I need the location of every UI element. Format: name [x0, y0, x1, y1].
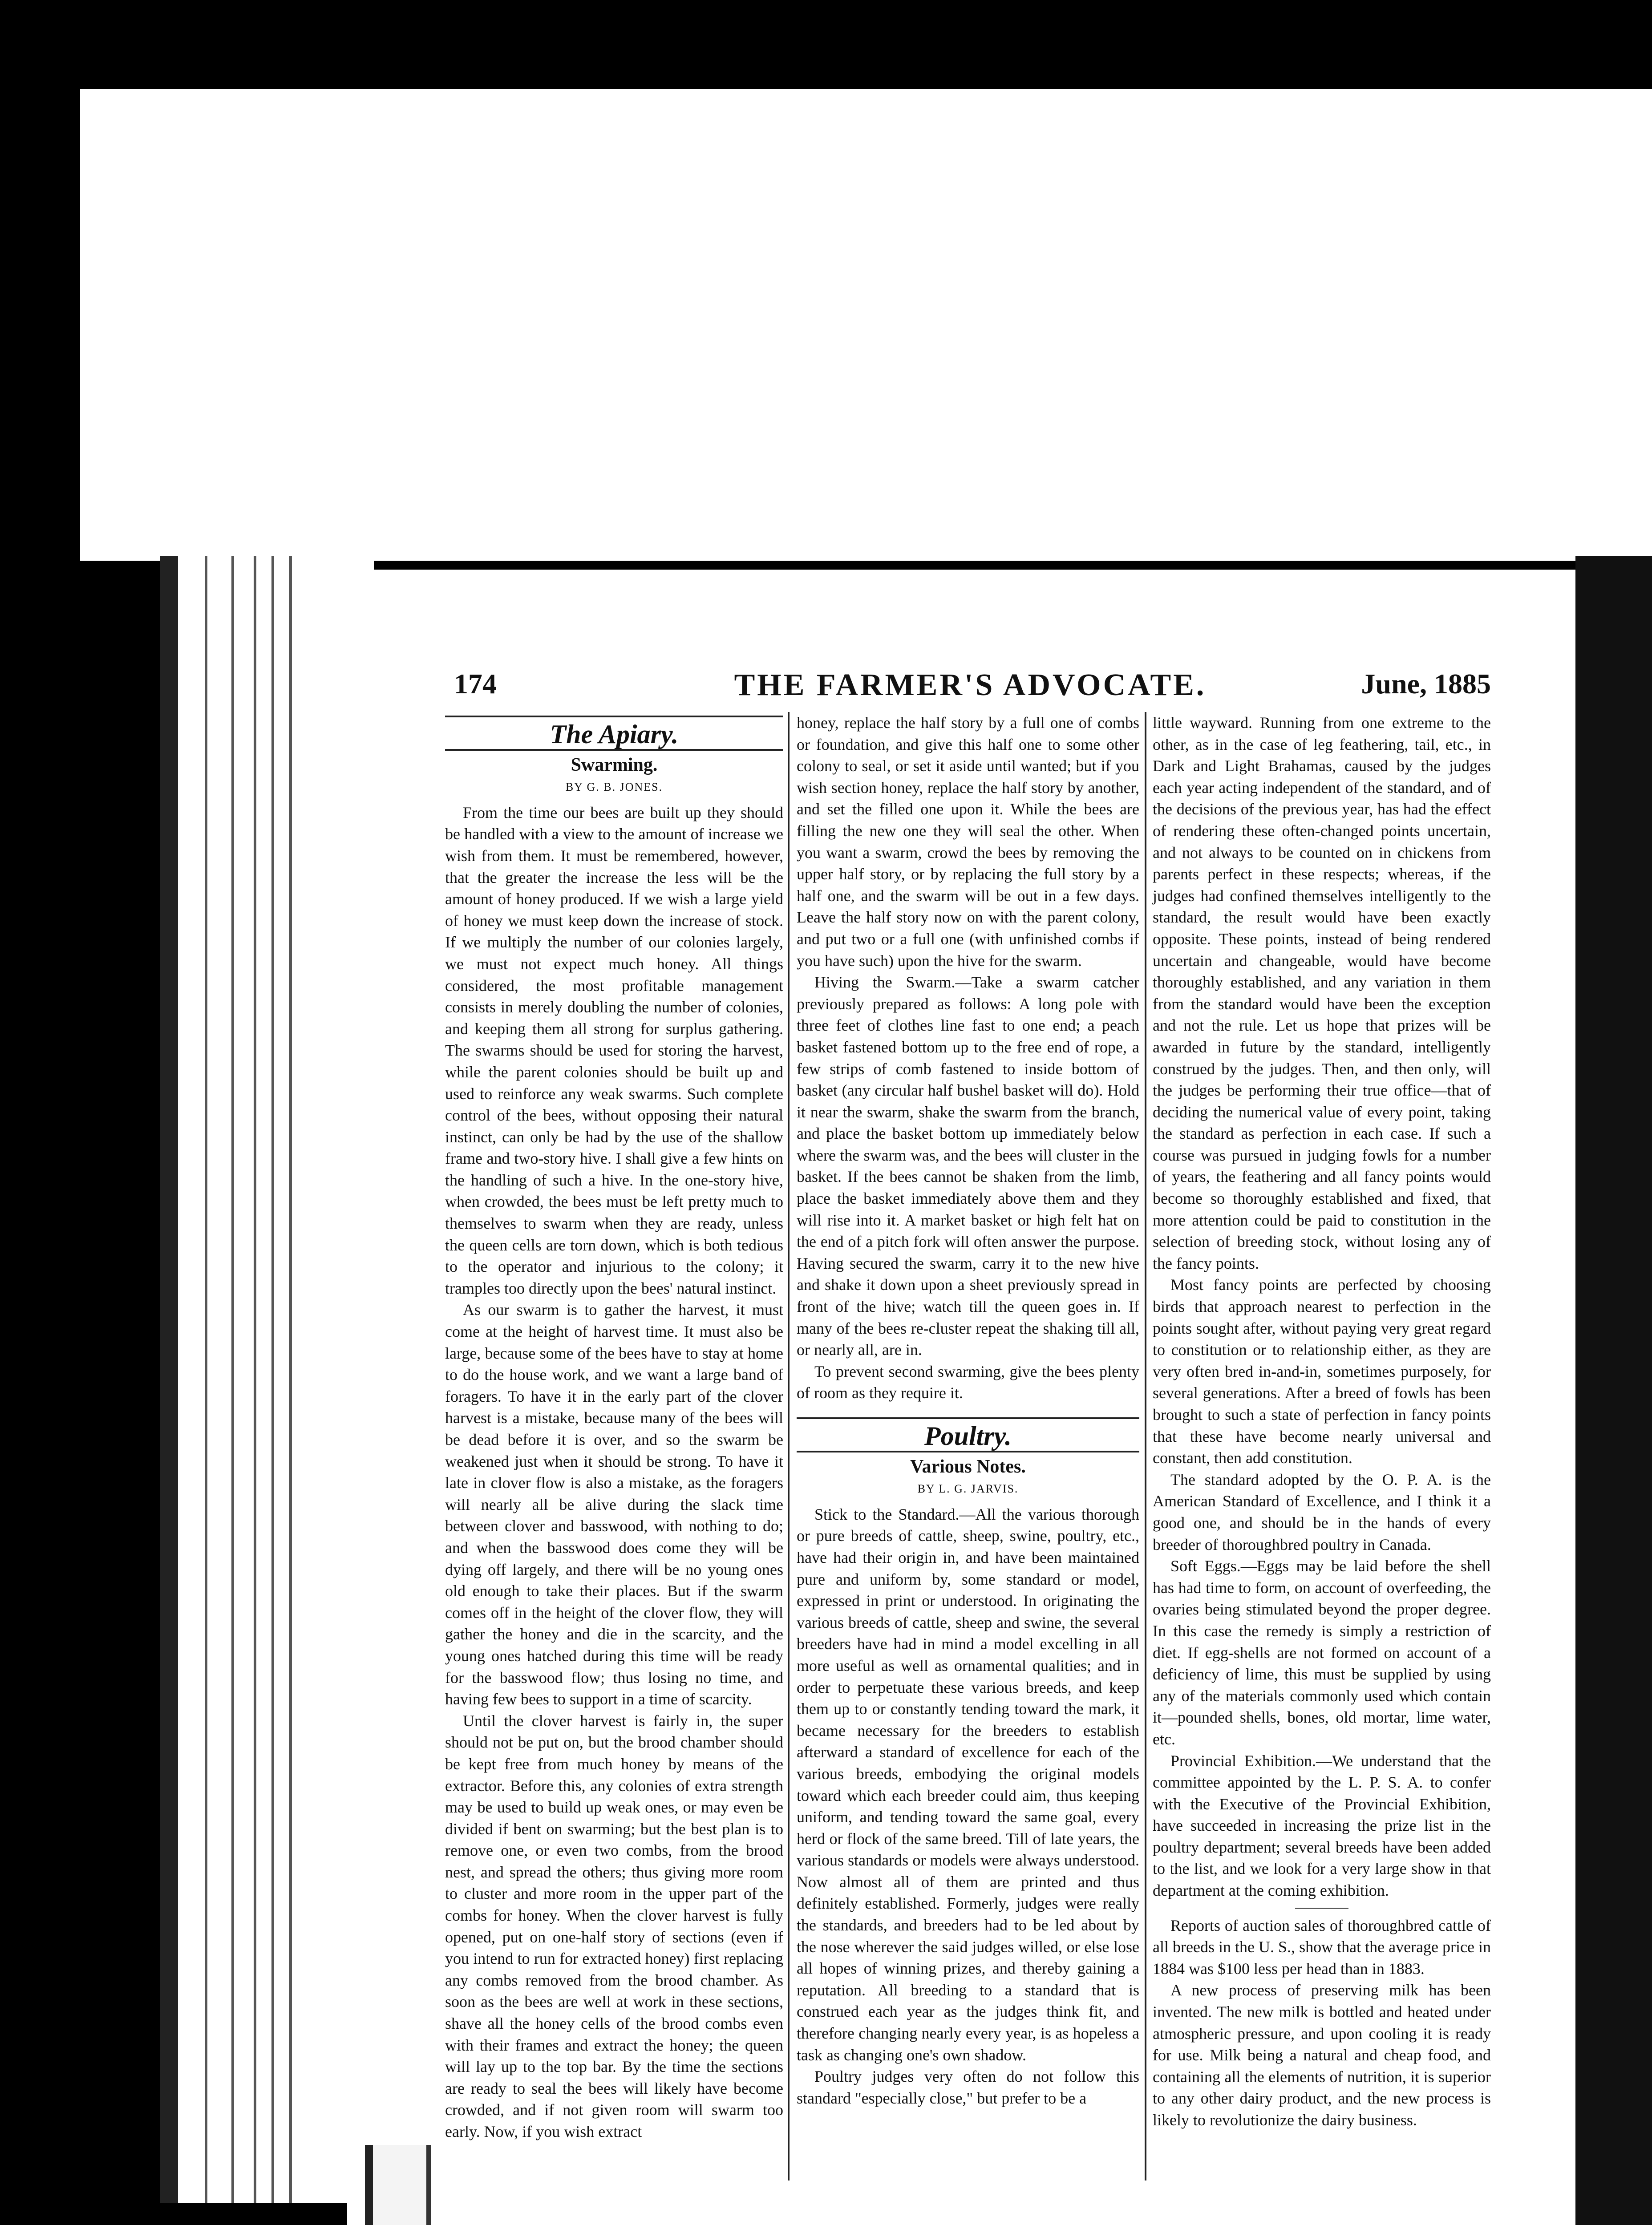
paragraph: To prevent second swarming, give the bees plenty of room as they require it.: [797, 1362, 1139, 1402]
masthead: THE FARMER'S ADVOCATE.: [734, 668, 1207, 702]
section-title-poultry: Poultry.: [924, 1421, 1012, 1451]
scan-border-right: [1575, 556, 1652, 2225]
paragraph: As our swarm is to gather the harvest, it must come at the height of harvest time. It must also be large, because some of the bees have to stay at home to do the house work, and we want a large band of foragers. To have it in the early part of the clover harvest is a mistake, because many of the bees will be dead before it is over, and so the swarm be weakened just when it should be strong. To have it late in clover flow is also a mistake, as the foragers will nearly all be alive during the slack time between clover and basswood, with nothing to do; and when the basswood does come they will be dying off largely, and there will be no young ones old enough to take their places. But if the swarm comes off in the height of the clover flow, they will gather the honey and die in the scarcity, and the young ones hatched during this time will be ready for the basswood flow; thus losing no time, and having few bees to support in a time of scarcity.: [445, 1301, 783, 1708]
article-title: Various Notes.: [910, 1456, 1026, 1477]
paragraph: Provincial Exhibition.—We understand that the committee appointed by the L. P. S. A. to confer with the Executive of the Provincial Exhibition, have succeeded in increasing the prize list in the poultry department; several breeds have been added to the list, and we look for a very large show in that department at the coming exhibition.: [1153, 1752, 1491, 1900]
paragraph: Reports of auction sales of thoroughbred cattle of all breeds in the U. S., show that the average price in 1884 was $100 less per head than in 1883.: [1153, 1916, 1491, 1978]
paragraph: A new process of preserving milk has been invented. The new milk is bottled and heated under atmospheric pressure, and upon cooling it is ready for use. Milk being a natural and cheap food, and containing all the elements of nutrition, it is superior to any other dairy product, and the new process is likely to revolutionize the dairy business.: [1153, 1981, 1491, 2129]
scan-background-top: [80, 89, 1652, 561]
column-divider: [1145, 712, 1146, 2180]
paragraph: honey, replace the half story by a full one of combs or foundation, and give this half one to some other colony to seal, or set it aside until wanted; but if you wish section honey, replace the half story by another, and set the filled one upon it. While the bees are filling the new one they will seal the other. When you want a swarm, crowd the bees by removing the upper half story, or by replacing the full story by a half one, and the swarm will be out in a few days. Leave the half story now on with the parent colony, and put two or a full one (with unfinished combs if you have such) upon the hive for the swarm.: [797, 714, 1139, 970]
paragraph: Poultry judges very often do not follow this standard "especially close," but prefer to be a: [797, 2067, 1139, 2107]
article-title: Swarming.: [571, 754, 658, 775]
byline: BY G. B. JONES.: [565, 781, 663, 794]
separator: [1295, 1908, 1348, 1909]
paragraph: Until the clover harvest is fairly in, the super should not be put on, but the brood chamber should be kept free from much honey by means of the extractor. Before this, any colonies of extra strength may be used to build up weak ones, or may even be divided if bent on swarming; but the best plan is to remove one, or even two combs, from the brood nest, and spread the others; thus giving more room to cluster and more room in the upper part of the combs for honey. When the clover harvest is fully opened, put on one-half story of sections (even if you intend to run for extracted honey) first replacing any combs removed from the brood chamber. As soon as the bees are well at work in these sections, shave all the honey cells of the brood combs even with their frames and extract the honey; the queen will lay up to the top bar. By the time the sections are ready to seal the bees will likely have become crowded, and if not given room will swarm too early. Now, if you wish extract: [445, 1711, 783, 2140]
paragraph: Most fancy points are perfected by choosing birds that approach nearest to perfection in the points sought after, without paying very great regard to constitution or to relationship either, as they are very often bred in-and-in, sometimes purposely, for several generations. After a breed of fowls has been brought to such a state of perfection in fancy points that these have become nearly universal and constant, then add constitution.: [1153, 1276, 1491, 1467]
column-divider: [788, 712, 790, 2180]
paragraph: From the time our bees are built up they should be handled with a view to the amount of increase we wish from them. It must be remembered, however, that the greater the increase the less will be the amount of honey produced. If we wish a large yield of honey we must keep down the increase of stock. If we multiply the number of our colonies largely, we must not expect much honey. All things considered, the most profitable management consists in merely doubling the number of colonies, and keeping them all strong for surplus gathering. The swarms should be used for storing the harvest, while the parent colonies should be built up and used to reinforce any weak swarms. Such complete control of the bees, without opposing their natural instinct, can only be had by the use of the shallow frame and two-story hive. I shall give a few hints on the handling of such a hive. In the one-story hive, when crowded, the bees must be left pretty much to themselves to swarm when they are ready, unless the queen cells are torn down, which is both tedious to the operator and injurious to the colony; it tramples too directly upon the bees' natural instinct.: [445, 803, 783, 1297]
column-2: [797, 712, 1139, 2109]
byline: BY L. G. JARVIS.: [917, 1482, 1019, 1496]
column-3: [1153, 712, 1491, 2131]
page-number: 174: [454, 668, 497, 700]
section-rule: [797, 1451, 1139, 1452]
paragraph: Hiving the Swarm.—Take a swarm catcher previously prepared as follows: A long pole with three feet of clothes line fast to one end; a peach basket fastened bottom up to the free end of rope, a few strips of comb fastened to inside bottom of basket (any circular half bushel basket will do). Hold it near the swarm, shake the swarm from the branch, and place the basket bottom up immediately below where the swarm was, and the bees will cluster in the basket. If the bees cannot be shaken from the limb, place the basket immediately above them and they will rise into it. A market basket or high felt hat on the end of a pitch fork will often answer the purpose. Having secured the swarm, carry it to the new hive and shake it down upon a sheet previously spread in front of the hive; watch till the queen goes in. If many of the bees re-cluster repeat the shaking till all, or nearly all, are in.: [797, 973, 1139, 1359]
section-rule: [445, 749, 783, 751]
issue-date: June, 1885: [1361, 668, 1491, 700]
paper-strip: [365, 2145, 431, 2225]
column-1: [445, 712, 783, 2143]
paragraph: Stick to the Standard.—All the various thorough or pure breeds of cattle, sheep, swine, poultry, etc., have had their origin in, and have been maintained pure and uniform by, some standard or model, expressed in print or understood. In originating the various breeds of cattle, sheep and swine, the several breeders have had in mind a model excelling in all more useful as well as ornamental qualities; and in order to perpetuate these various breeds, and keep them up to or constantly tending toward the mark, it became necessary for the breeders to establish afterward a standard of excellence for each of the various breeds, embodying the original models toward which each breeder could aim, thus keeping uniform, and tending toward the same goal, every herd or flock of the same breed. Till of late years, the various standards or models were always understood. Now almost all of them are printed and thus definitely established. Formerly, judges were really the standards, and breeders had to be led about by the nose wherever the said judges willed, or else lose all hopes of winning prizes, and thereby gaining a reputation. All breeding to a standard that is construed each year as the judges think fit, and therefore changing nearly every year, is as hopeless a task as changing one's own shadow.: [797, 1505, 1139, 2064]
section-rule: [445, 716, 783, 717]
book-page-edges: [160, 556, 374, 2203]
page-header: [454, 668, 1491, 712]
section-rule: [797, 1417, 1139, 1419]
paragraph: The standard adopted by the O. P. A. is the American Standard of Excellence, and I think it a good one, and should be in the hands of every breeder of thoroughbred poultry in Canada.: [1153, 1470, 1491, 1553]
paragraph: little wayward. Running from one extreme to the other, as in the case of leg feathering, tail, etc., in Dark and Light Brahamas, caused by the judges each year acting independent of the standard, and of the decisions of the previous year, has had the effect of rendering these often-changed points uncertain, and not always to be counted on in chickens from parents perfect in these respects; whereas, if the judges had confined themselves intelligently to the standard, the result would have been exactly opposite. These points, instead of being rendered uncertain and changeable, would have become thoroughly established, and any variation in them from the standard would have been the exception and not the rule. Let us hope that prizes will be awarded in future by the standard, intelligently construed by the judges. Then, and then only, will the judges be performing their true office—that of deciding the numerical value of every point, taking the standard as perfection in each case. If such a course was pursued in judging fowls for a number of years, the feathering and all fancy points would become so thoroughly established and fixed, that more attention could be paid to constitution in the selection of breeding stock, without losing any of the fancy points.: [1153, 714, 1491, 1272]
section-title-apiary: The Apiary.: [550, 720, 679, 749]
paragraph: Soft Eggs.—Eggs may be laid before the shell has had time to form, on account of overfeeding, the ovaries being stimulated beyond the proper degree. In this case the remedy is simply a restriction of diet. If egg-shells are not formed on account of a deficiency of lime, this must be supplied by using any of the materials commonly used which contain it—pounded shells, bones, old mortar, lime water, etc.: [1153, 1557, 1491, 1748]
